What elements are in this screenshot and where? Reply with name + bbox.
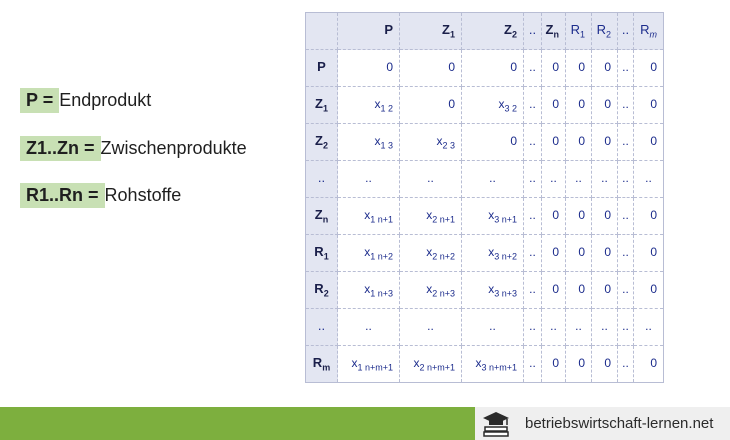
table-cell: 0 — [592, 346, 618, 383]
table-cell-ellipsis: .. — [618, 346, 634, 383]
footer-green-bar — [0, 407, 475, 440]
input-output-matrix — [305, 12, 664, 383]
table-cell: 0 — [634, 346, 664, 383]
table-cell-ellipsis: .. — [618, 198, 634, 235]
table-cell-ellipsis: .. — [338, 309, 400, 346]
table-cell: 0 — [592, 50, 618, 87]
table-cell-ellipsis: .. — [634, 161, 664, 198]
col-header: $R_m$ — [634, 13, 664, 50]
row-header: P — [306, 50, 338, 87]
table-row — [306, 50, 664, 87]
legend-value: Endprodukt — [59, 90, 152, 110]
table-cell: $x_{3 n+1}$ — [462, 198, 524, 235]
table-cell-ellipsis: .. — [566, 309, 592, 346]
legend-key-text: R1..Rn — [26, 185, 84, 205]
table-cell: 0 — [634, 124, 664, 161]
table-cell: $x_{3 2}$ — [462, 87, 524, 124]
table-cell: 0 — [542, 346, 566, 383]
table-cell: $x_{1 n+1}$ — [338, 198, 400, 235]
table-cell: 0 — [566, 87, 592, 124]
table-cell: 0 — [566, 346, 592, 383]
table-cell: 0 — [542, 87, 566, 124]
table-cell: 0 — [542, 50, 566, 87]
table-cell-ellipsis: .. — [524, 87, 542, 124]
table-cell: 0 — [338, 50, 400, 87]
table-cell-ellipsis: .. — [400, 309, 462, 346]
legend-key — [20, 136, 101, 161]
col-header: $Z_n$ — [542, 13, 566, 50]
table-cell-ellipsis: .. — [524, 50, 542, 87]
table-cell-ellipsis: .. — [524, 124, 542, 161]
table-cell: 0 — [592, 198, 618, 235]
table-cell: 0 — [542, 235, 566, 272]
table-cell: $x_{2 n+1}$ — [400, 198, 462, 235]
table-cell: 0 — [592, 124, 618, 161]
table-cell-ellipsis: .. — [618, 50, 634, 87]
table-cell: $x_{1 2}$ — [338, 87, 400, 124]
legend-equals: = — [42, 90, 54, 110]
legend-item-rohstoffe — [20, 183, 181, 208]
table-cell-ellipsis: .. — [524, 309, 542, 346]
table-cell: $x_{2 n+3}$ — [400, 272, 462, 309]
table-cell-ellipsis: .. — [524, 161, 542, 198]
legend-value: Rohstoffe — [104, 185, 182, 205]
col-header: P — [338, 13, 400, 50]
table-cell: $x_{1 3}$ — [338, 124, 400, 161]
table-row — [306, 346, 664, 383]
brand-text[interactable]: betriebswirtschaft-lernen.net — [525, 415, 714, 432]
table-cell: 0 — [634, 272, 664, 309]
table-cell-ellipsis: .. — [618, 161, 634, 198]
row-header: $R_1$ — [306, 235, 338, 272]
col-header: $Z_2$ — [462, 13, 524, 50]
table-cell: 0 — [400, 87, 462, 124]
table-cell: $x_{2 n+m+1}$ — [400, 346, 462, 383]
table-cell-ellipsis: .. — [618, 309, 634, 346]
table-cell: 0 — [566, 198, 592, 235]
col-header-ellipsis: .. — [618, 13, 634, 50]
legend-value: Zwischenprodukte — [100, 138, 247, 158]
table-row — [306, 198, 664, 235]
table-cell: 0 — [592, 235, 618, 272]
table-cell-ellipsis: .. — [542, 161, 566, 198]
table-cell: $x_{1 n+2}$ — [338, 235, 400, 272]
col-header: $R_2$ — [592, 13, 618, 50]
table-cell-ellipsis: .. — [542, 309, 566, 346]
table-cell-ellipsis: .. — [400, 161, 462, 198]
table-cell-ellipsis: .. — [618, 272, 634, 309]
table-cell-ellipsis: .. — [524, 346, 542, 383]
table-cell: 0 — [634, 198, 664, 235]
table-cell: 0 — [592, 272, 618, 309]
table-cell: 0 — [542, 124, 566, 161]
table-cell-ellipsis: .. — [566, 161, 592, 198]
legend-item-endprodukt — [20, 88, 151, 113]
table-cell: $x_{3 n+2}$ — [462, 235, 524, 272]
row-header: $Z_2$ — [306, 124, 338, 161]
table-cell-ellipsis: .. — [462, 161, 524, 198]
table-row — [306, 87, 664, 124]
table-row — [306, 272, 664, 309]
header-row — [306, 13, 664, 50]
row-header: $R_m$ — [306, 346, 338, 383]
table-cell-ellipsis: .. — [618, 124, 634, 161]
table-cell-ellipsis: .. — [618, 235, 634, 272]
legend-key — [20, 88, 59, 113]
table-cell-ellipsis: .. — [618, 87, 634, 124]
table-cell-ellipsis: .. — [524, 198, 542, 235]
table-cell: 0 — [634, 87, 664, 124]
table-cell: $x_{2 3}$ — [400, 124, 462, 161]
table-cell: 0 — [566, 124, 592, 161]
footer-brand[interactable] — [475, 407, 730, 440]
row-header: .. — [306, 161, 338, 198]
col-header-ellipsis: .. — [524, 13, 542, 50]
table-cell-ellipsis: .. — [634, 309, 664, 346]
table-cell: 0 — [634, 235, 664, 272]
table-cell: 0 — [542, 272, 566, 309]
table-cell-ellipsis: .. — [592, 161, 618, 198]
table-cell-ellipsis: .. — [338, 161, 400, 198]
table-cell: 0 — [566, 50, 592, 87]
row-header: $Z_n$ — [306, 198, 338, 235]
legend-key — [20, 183, 105, 208]
legend-key-text: Z1..Zn — [26, 138, 79, 158]
legend-equals: = — [84, 138, 95, 158]
row-header: $Z_1$ — [306, 87, 338, 124]
table-row — [306, 235, 664, 272]
table-cell-ellipsis: .. — [592, 309, 618, 346]
col-header: $R_1$ — [566, 13, 592, 50]
legend-key-text: P — [26, 90, 38, 110]
row-header: $R_2$ — [306, 272, 338, 309]
table-cell: 0 — [634, 50, 664, 87]
table-cell: 0 — [462, 124, 524, 161]
table-cell-ellipsis: .. — [462, 309, 524, 346]
table-cell: 0 — [542, 198, 566, 235]
table-cell: $x_{2 n+2}$ — [400, 235, 462, 272]
table-row — [306, 161, 664, 198]
table-cell: $x_{1 n+3}$ — [338, 272, 400, 309]
legend-item-zwischenprodukte — [20, 136, 247, 161]
table-cell: 0 — [400, 50, 462, 87]
row-header: .. — [306, 309, 338, 346]
graduation-cap-on-books-icon — [481, 410, 511, 438]
table-cell: 0 — [566, 272, 592, 309]
legend-equals: = — [88, 185, 99, 205]
table-cell: 0 — [592, 87, 618, 124]
table-cell: 0 — [566, 235, 592, 272]
table-cell: $x_{3 n+m+1}$ — [462, 346, 524, 383]
corner-cell — [306, 13, 338, 50]
table-row — [306, 124, 664, 161]
table-cell: $x_{3 n+3}$ — [462, 272, 524, 309]
table-cell-ellipsis: .. — [524, 272, 542, 309]
table-cell: 0 — [462, 50, 524, 87]
table-cell-ellipsis: .. — [524, 235, 542, 272]
table-cell: $x_{1 n+m+1}$ — [338, 346, 400, 383]
table-row — [306, 309, 664, 346]
col-header: $Z_1$ — [400, 13, 462, 50]
